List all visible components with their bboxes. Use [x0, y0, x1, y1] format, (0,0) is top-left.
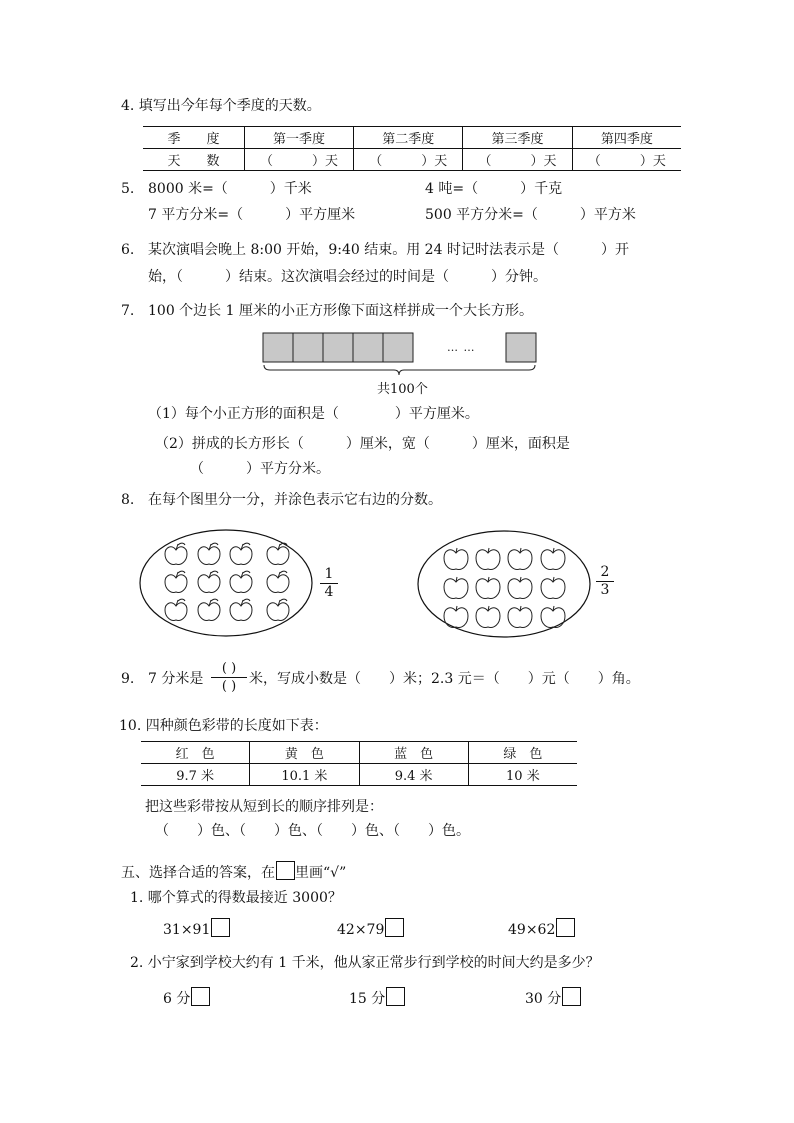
ellipsis: … …	[447, 341, 476, 354]
table-cell: （ ）天	[463, 149, 572, 171]
apple-icon	[476, 606, 500, 627]
apple-icon	[267, 543, 289, 564]
apple-icon	[267, 599, 289, 620]
table-row	[141, 764, 577, 786]
brace	[264, 365, 535, 375]
apple-icon	[230, 599, 252, 620]
option-label: 49×62	[508, 922, 556, 938]
days-table	[143, 126, 681, 171]
q7-text: 100 个边长 1 厘米的小正方形像下面这样拼成一个大长方形。	[148, 303, 533, 319]
table-cell: 第四季度	[572, 127, 681, 149]
q6-number: 6.	[121, 242, 135, 258]
table-cell: 蓝 色	[359, 742, 468, 764]
q8-text: 在每个图里分一分，并涂色表示它右边的分数。	[148, 492, 442, 508]
table-cell: （ ）天	[244, 149, 353, 171]
table-cell: 天 数	[167, 154, 220, 169]
table-cell: 绿 色	[468, 742, 577, 764]
sec5-q1-option	[163, 918, 230, 940]
q10-prompt: 把这些彩带按从短到长的顺序排列是：	[145, 799, 383, 815]
fraction-numerator: 1	[324, 566, 334, 582]
sec5-q2-option	[525, 987, 581, 1009]
answer-checkbox[interactable]	[556, 918, 575, 937]
q9-number: 9.	[121, 671, 135, 687]
fraction-one-quarter	[320, 566, 338, 601]
option-label: 30 分	[525, 991, 562, 1007]
apple-icon	[198, 571, 220, 592]
fraction-two-thirds	[596, 564, 614, 599]
apple-icon	[230, 543, 252, 564]
small-square	[323, 333, 353, 362]
apple-icon	[230, 571, 252, 592]
table-cell: 10.1 米	[250, 764, 359, 786]
sec5-q2-option	[163, 987, 210, 1009]
q5-item-c: 7 平方分米=（ ）平方厘米	[148, 207, 356, 223]
fraction-denominator: ( )	[221, 679, 237, 694]
apple-icon	[476, 577, 500, 598]
answer-checkbox[interactable]	[191, 987, 210, 1006]
option-label: 6 分	[163, 991, 191, 1007]
q7-part1: （1）每个小正方形的面积是（ ）平方厘米。	[148, 406, 479, 422]
option-label: 31×91	[163, 922, 211, 938]
apple-icon	[508, 548, 532, 569]
squares-diagram	[262, 332, 538, 376]
brace-label: 共100个	[377, 382, 428, 397]
apples-oval-right	[416, 530, 592, 640]
q7-part2-cont: （ ）平方分米。	[190, 461, 330, 477]
q5-item-b: 4 吨=（ ）千克	[425, 181, 563, 197]
q9-post: 米，写成小数是（ ）米；2.3 元＝（ ）元（ ）角。	[249, 671, 640, 687]
answer-checkbox[interactable]	[562, 987, 581, 1006]
apple-icon	[165, 543, 187, 564]
table-row	[143, 149, 681, 171]
sec5-q1-option	[508, 918, 575, 940]
option-label: 15 分	[349, 991, 386, 1007]
small-square	[293, 333, 323, 362]
q6-line1: 某次演唱会晚上 8:00 开始，9:40 结束。用 24 时记时法表示是（ ）开	[148, 242, 629, 258]
option-label: 42×79	[337, 922, 385, 938]
fraction-denominator: 3	[600, 582, 610, 598]
q6-line2: 始，（ ）结束。这次演唱会经过的时间是（ ）分钟。	[148, 269, 547, 285]
table-cell: 9.7 米	[176, 769, 215, 784]
section5-title	[121, 861, 346, 883]
answer-checkbox[interactable]	[211, 918, 230, 937]
q5-number: 5.	[121, 181, 135, 197]
table-cell: 黄 色	[250, 742, 359, 764]
table-row	[141, 742, 577, 764]
q8-number: 8.	[121, 492, 135, 508]
section5-title-pre: 五、选择合适的答案，在	[121, 865, 275, 881]
table-cell: 10 米	[468, 764, 577, 786]
small-square	[353, 333, 383, 362]
q7-number: 7.	[121, 303, 135, 319]
table-cell: 第二季度	[354, 127, 463, 149]
table-cell: 第三季度	[463, 127, 572, 149]
table-cell: 第一季度	[244, 127, 353, 149]
q5-item-a: 8000 米=（ ）千米	[148, 181, 312, 197]
q10-text: 10. 四种颜色彩带的长度如下表：	[119, 718, 328, 734]
section5-title-post: 里画“√”	[295, 865, 347, 881]
q9-pre: 7 分米是	[148, 671, 204, 687]
q5-item-d: 500 平方分米=（ ）平方米	[425, 207, 636, 223]
apple-icon	[165, 599, 187, 620]
fraction-numerator: ( )	[221, 661, 237, 676]
apple-icon	[541, 606, 565, 627]
answer-checkbox[interactable]	[385, 918, 404, 937]
small-square	[506, 333, 536, 362]
q9-fraction	[211, 660, 247, 695]
sec5-q1-text: 1. 哪个算式的得数最接近 3000？	[130, 890, 342, 906]
small-square	[263, 333, 293, 362]
apple-icon	[198, 599, 220, 620]
answer-checkbox[interactable]	[386, 987, 405, 1006]
checkbox-icon	[276, 861, 295, 880]
ribbon-table	[141, 741, 577, 786]
apple-icon	[476, 548, 500, 569]
table-cell: （ ）天	[354, 149, 463, 171]
apple-icon	[508, 606, 532, 627]
table-cell: 红 色	[141, 742, 250, 764]
apple-icon	[508, 577, 532, 598]
q10-answer: （ ）色、（ ）色、（ ）色、（ ）色。	[155, 823, 470, 839]
sec5-q1-option	[337, 918, 404, 940]
table-cell: 季 度	[143, 127, 244, 149]
apples-oval-left	[138, 528, 314, 638]
sec5-q2-text: 2. 小宁家到学校大约有 1 千米，他从家正常步行到学校的时间大约是多少？	[130, 955, 600, 971]
table-cell: （ ）天	[572, 149, 681, 171]
q7-part2: （2）拼成的长方形长（ ）厘米，宽（ ）厘米，面积是	[155, 436, 570, 452]
apple-icon	[444, 577, 468, 598]
q4-text: 4. 填写出今年每个季度的天数。	[121, 98, 321, 114]
table-cell: 9.4 米	[359, 764, 468, 786]
apple-icon	[267, 571, 289, 592]
small-square	[383, 333, 413, 362]
fraction-numerator: 2	[600, 564, 610, 580]
apple-icon	[541, 577, 565, 598]
apple-icon	[444, 548, 468, 569]
sec5-q2-option	[349, 987, 405, 1009]
table-row	[143, 127, 681, 149]
apple-icon	[165, 571, 187, 592]
fraction-denominator: 4	[324, 584, 334, 600]
apple-icon	[541, 548, 565, 569]
apple-icon	[198, 543, 220, 564]
